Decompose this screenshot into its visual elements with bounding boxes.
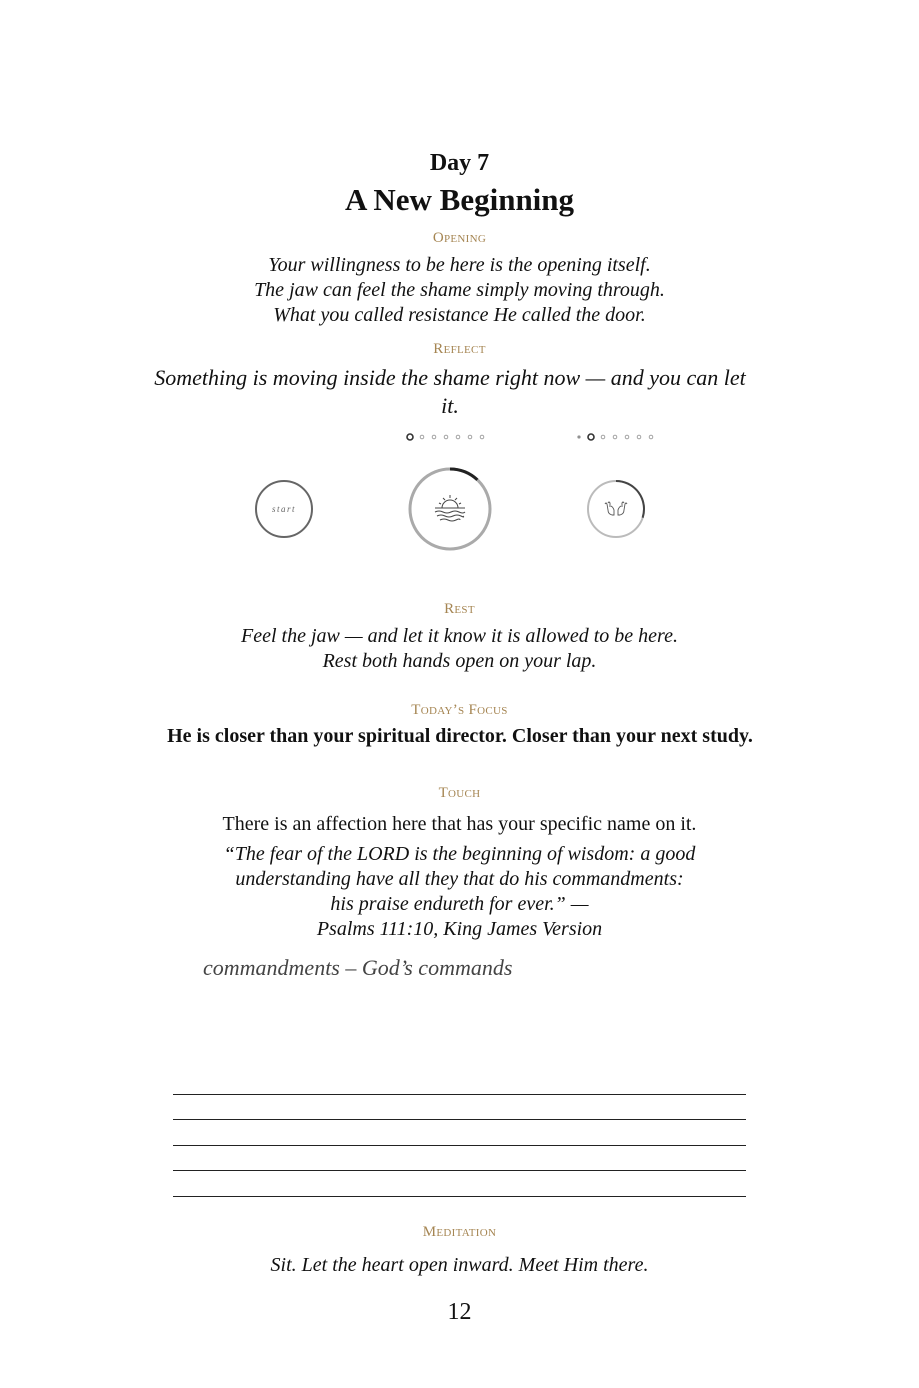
progress-dot <box>480 435 484 439</box>
start-button[interactable] <box>253 478 315 540</box>
ring-progress-arc <box>450 469 477 480</box>
progress-dot <box>637 435 641 439</box>
touch-line: There is an affection here that has your specific name on it. <box>222 813 697 835</box>
word-gloss: commandments – God’s commands <box>203 955 513 980</box>
progress-dot <box>432 435 436 439</box>
journal-line[interactable] <box>173 1094 746 1095</box>
progress-dot <box>468 435 472 439</box>
sunrise-over-water-icon <box>435 495 465 521</box>
journal-line[interactable] <box>173 1196 746 1197</box>
scripture-line: understanding have all they that do his commandments: <box>235 868 684 890</box>
scripture-reference: Psalms 111:10, King James Version <box>316 918 603 940</box>
reflect-heading: Reflect <box>433 341 486 357</box>
rest-line: Feel the jaw — and let it know it is allowed to be here. <box>241 625 678 647</box>
progress-dot <box>444 435 448 439</box>
journal-line[interactable] <box>173 1170 746 1171</box>
progress-dots-left <box>405 430 495 444</box>
ring-progress-arc <box>616 481 644 518</box>
start-label: start <box>271 504 297 514</box>
focus-heading: Today’s Focus <box>411 702 508 718</box>
opening-heading: Opening <box>432 230 487 246</box>
opening-line: What you called resistance He called the door. <box>273 304 646 326</box>
reflect-text: Something is moving inside the shame right now — and you can let it. <box>154 365 746 418</box>
progress-dot <box>601 435 605 439</box>
opening-line: Your willingness to be here is the opening itself. <box>268 254 651 276</box>
touch-heading: Touch <box>438 785 481 801</box>
journal-line[interactable] <box>173 1119 746 1120</box>
page-number: 12 <box>447 1299 472 1325</box>
progress-dot-current <box>407 434 413 440</box>
progress-dot <box>578 436 580 438</box>
rest-line: Rest both hands open on your lap. <box>322 650 597 672</box>
rest-heading: Rest <box>444 601 475 617</box>
progress-dot <box>625 435 629 439</box>
page-title: A New Beginning <box>344 182 575 217</box>
focus-text: He is closer than your spiritual director. Closer than your next study. <box>167 725 753 747</box>
opening-line: The jaw can feel the shame simply moving through. <box>254 279 665 301</box>
progress-dot <box>649 435 653 439</box>
progress-dot-current <box>588 434 594 440</box>
scripture-line: “The fear of the LORD is the beginning of wisdom: a good <box>223 843 696 865</box>
journal-line[interactable] <box>173 1145 746 1146</box>
progress-dot <box>420 435 424 439</box>
progress-dot <box>613 435 617 439</box>
rest-timer-ring[interactable] <box>585 478 647 540</box>
breath-timer-ring[interactable] <box>405 464 495 554</box>
day-label: Day 7 <box>429 150 490 176</box>
meditation-text: Sit. Let the heart open inward. Meet Him there. <box>270 1254 649 1276</box>
progress-dots-right <box>574 430 664 444</box>
meditation-heading: Meditation <box>422 1224 497 1240</box>
open-hands-icon <box>605 502 627 515</box>
progress-dot <box>456 435 460 439</box>
scripture-line: his praise endureth for ever.” — <box>330 893 589 915</box>
